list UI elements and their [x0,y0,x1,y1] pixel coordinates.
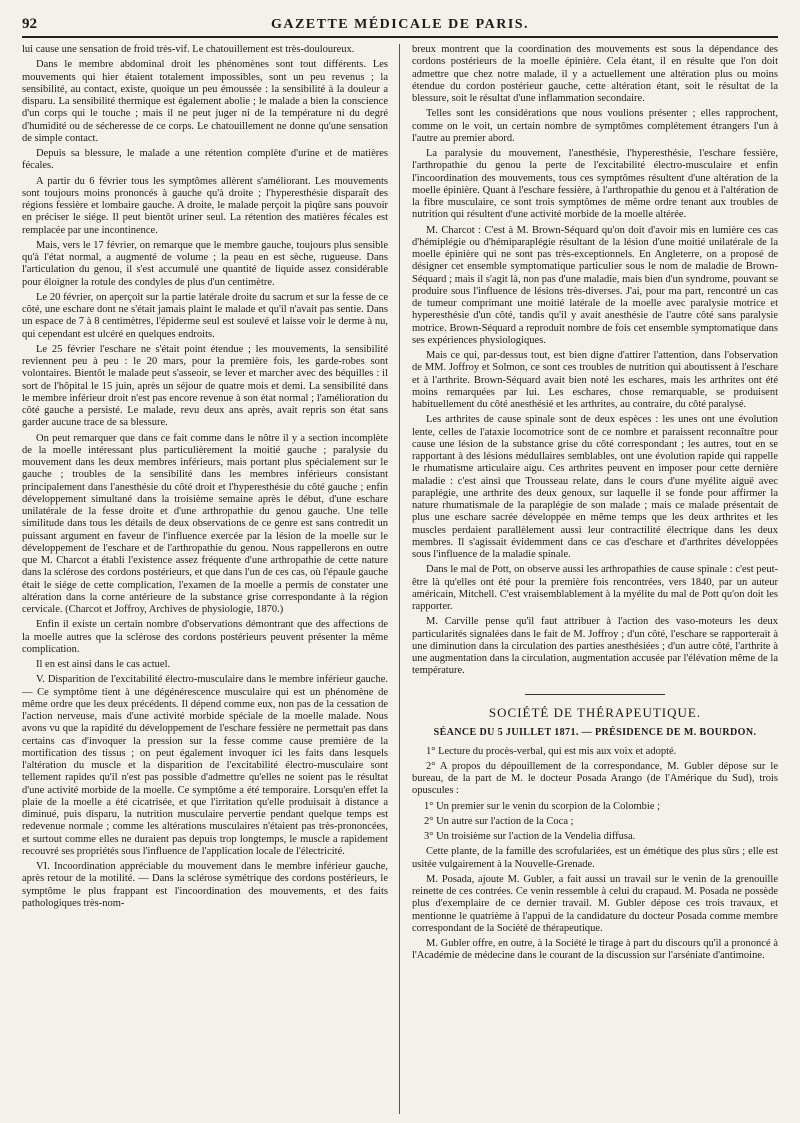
minutes-item: 1° Lecture du procès-verbal, qui est mis aux voix et adopté. [426,745,677,757]
paragraph: Telles sont les considérations que nous voulions présenter ; elles rapprochent, comme on le voit, un certain nombre de symptômes complétement étrangers l'un à l'autre au premier abord. [412,108,778,144]
paragraph: Depuis sa blessure, le malade a une rétention complète d'urine et de matières fécales. [22,148,388,172]
paragraph: Il en est ainsi dans le cas actuel. [36,659,171,670]
minutes-list-item: 2° Un autre sur l'action de la Coca ; [424,815,574,827]
minutes-item: 2° A propos du dépouillement de la correspondance, M. Gubler dépose sur le bureau, de la part de M. le docteur Posada Arango (de l'Amérique du Sud), trois opuscules : [412,760,778,797]
paragraph: On peut remarquer que dans ce fait comme dans le nôtre il y a section incomplète de la moelle intéressant plus particulièrement la moitié gauche ; paralysie du mouvement dans les deux membres inférieurs, mais portant plus spécialement sur le gauche ; troubles de la sensibilité dans les membres inférieurs consistant principalement dans l'anesthésie du côté droit et l'hyperesthésie du côté gauche ; enfin développement simultané dans la troisième semaine après le début, d'une eschare unilatérale de la fesse droite et d'une arthropathie du genou gauche. Une telle similitude dans tous les détails de deux observations de ce genre est sans contredit un puissant argument en faveur de l'influence exercée par la lésion de la moelle sur le développement de l'eschare et de l'arthropathie du genou. Nous rappellerons en outre que M. Charcot a établi l'existence assez fréquente d'une arthropathie de cette nature dans la sclérose des cordons postérieurs, et que dans l'un de ces cas, où l'épaule gauche était le siége de cette complication, l'examen de la moelle a permis de constater une altération dans la corne antérieure de la substance grise correspondante à la région cervicale. (Charcot et Joffroy, Archives de physiologie, 1870.) [22,432,388,615]
page-number: 92 [22,16,37,32]
right-column [412,44,778,1114]
paragraph: Mais, vers le 17 février, on remarque que le membre gauche, toujours plus sensible qu'à l'état normal, a augmenté de volume ; la peau en est sèche, rugueuse. Dans l'articulation du genou, il s'est accumulé une quantité de liquide assez considérable pour éloigner la rotule des condyles de plus d'un centimètre. [22,239,388,288]
minutes-list-item: 3° Un troisième sur l'action de la Vendelia diffusa. [424,831,636,842]
paragraph: breux montrent que la coordination des mouvements est sous la dépendance des cordons postérieurs de la moelle épinière. Cela étant, il en résulte que l'on doit admettre que chez notre malade, il y a actuellement une altération plus ou moins étendue du cordon postérieur gauche, cette altération étant, soit le résultat de la blessure, soit le résultat d'une inflammation secondaire. [412,44,778,104]
journal-title: GAZETTE MÉDICALE DE PARIS. [270,17,530,32]
paragraph: Dans le membre abdominal droit les phénomènes sont tout différents. Les mouvements qui hier étaient totalement impossibles, sont un peu revenus ; la sensibilité, au contact, existe, quoique un peu émoussée : la sensibilité à la douleur a disparu. La sensibilité thermique est également abolie ; le malade a bien la conscience d'un corps qui le touche ; mais il ne peut juger ni de la température ni du degré d'humidité ou de sécheresse de ce corps. Le chatouillement ne donne qu'une sensation de simple contact. [22,59,388,144]
paragraph: Enfin il existe un certain nombre d'observations démontrant que des affections de la moelle autres que la sclérose des cordons postérieurs peuvent présenter la même complication. [22,619,388,655]
paragraph: La paralysie du mouvement, l'anesthésie, l'hyperesthésie, l'eschare fessière, l'arthropathie du genou la perte de l'excitabilité électro-musculaire et enfin l'incoordination des mouvements, tous ces symptômes résultent d'une altération de la moelle épinière. Quant à l'eschare fessière, à l'arthropathie du genou et à l'altération de la fibre musculaire, ce sont trois symptômes de même ordre tenant aux troubles de nutrition qui résultent d'une activité morbide de la moelle altérée. [412,148,778,221]
page-header [22,16,778,38]
minutes-item: Cette plante, de la famille des scrofulariées, est un émétique des plus sûrs ; elle est usitée vulgairement à la Nouvelle-Grenade. [412,846,778,870]
carville-paragraph: M. Carville pense qu'il faut attribuer à l'action des vaso-moteurs les deux particularités signalées dans le fait de M. Joffroy ; d'un côté, l'eschare se rapporterait à une diminution dans la circulation des parties anesthésiées ; d'un autre côté, l'arthrite à une augmentation dans la circulation, augmentation accusée par l'élévation même de la température. [412,616,778,677]
paragraph: lui cause une sensation de froid très-vif. Le chatouillement est très-douloureux. [22,44,355,55]
paragraph: A partir du 6 février tous les symptômes allèrent s'améliorant. Les mouvements sont toujours moins prononcés à gauche qu'à droite ; l'hyperesthésie disparaît des régions fessière et lombaire gauche. A droite, le malade perçoit la piqûre sans pouvoir en préciser le siége. Il peut bientôt uriner seul. La rétention des matières fécales est remplacée par une incontinence. [22,175,388,236]
minutes-item: M. Posada, ajoute M. Gubler, a fait aussi un travail sur le venin de la grenouille reinette de ces contrées. Ce venin ressemble à celui du crapaud. M. Posada ne possède plus d'exemplaire de ce dernier travail. M. Gubler dépose ces trois travaux, et mentionne le quatrième à l'appui de la candidature du docteur Posada comme membre correspondant de la Société de thérapeutique. [412,873,778,934]
society-title: SOCIÉTÉ DE THÉRAPEUTIQUE. [488,704,702,720]
paragraph: Le 20 février, on aperçoit sur la partie latérale droite du sacrum et sur la fesse de ce côté, une eschare dont ne s'était jamais plaint le malade et qu'il n'avait pas sentie. Dans un espace de 7 à 8 centimètres, l'épiderme seul est soulevé et laisse voir le derme à nu, qui cependant est ulcéré en quelques endroits. [22,291,388,340]
paragraph: Dans le mal de Pott, on observe aussi les arthropathies de cause spinale : c'est peut-être là qu'elles ont été pour la première fois rencontrées, vers 1840, par un auteur américain, Mitchell. C'est vraisemblablement à la myélite du mal de Pott qu'on doit les rapporter. [412,564,778,612]
paragraph: Mais ce qui, par-dessus tout, est bien digne d'attirer l'attention, dans l'observation de MM. Joffroy et Solmon, ce sont ces troubles de nutrition qui aboutissent à l'eschare et à l'arthrite. Brown-Séquard avait bien noté les eschares, mais les arthrites ont été moins remarquées par lui. Les eschares, chose remarquable, se produisent habituellement du côté anesthésié et les arthrites, au contraire, du côté paralysé. [412,350,778,410]
two-column-body [22,44,778,1114]
minutes-item: M. Gubler offre, en outre, à la Société le tirage à part du discours qu'il a prononcé à l'Académie de médecine dans le courant de la discussion sur l'arséniate d'antimoine. [412,938,778,962]
section-divider [525,694,665,695]
paragraph: Les arthrites de cause spinale sont de deux espèces : les unes ont une évolution lente, celles de l'ataxie locomotrice sont de ce nombre et paraissent reconnaître pour cause une lésion de la substance grise du côté correspondant ; les autres, tout en se rapportant à des lésions médullaires semblables, ont une évolution rapide qui rappelle le rhumatisme articulaire aigu. Ces arthrites peuvent en imposer pour cette dernière maladie : c'est ainsi que Trousseau relate, dans le cours d'une myélite aiguë avec paraplégie, une arthrite des deux genoux, sur laquelle il se fonde pour affirmer la nature rhumatismale de la paraplégie de son malade ; mais ce malade présentait de plus une eschare sacrée développée en même temps que les deux arthrites et les muscles perdaient parallèlement aussi leur contractilité électrique dans les deux membres. Il s'agissait évidemment dans ce cas d'eschare et d'arthrites développées sous l'influence de la maladie spinale. [412,414,778,560]
section-vi-paragraph: VI. Incoordination appréciable du mouvement dans le membre inférieur gauche, après retour de la motilité. — Dans la sclérose symétrique des cordons postérieurs, le symptôme le plus frappant est l'incoordination des mouvements, et des faits pathologiques très-nom- [22,861,388,909]
left-column [22,44,400,1114]
section-v-paragraph: V. Disparition de l'excitabilité électro-musculaire dans le membre inférieur gauche. — Ce symptôme tient à une dégénérescence musculaire qui est un phénomène de même ordre que les deux précédents. Il dépend comme eux, non pas de la cessation de l'action nerveuse, mais d'une activité morbide spéciale de la moelle malade. Nous avons vu que la rapidité du développement de l'eschare fessière ne permettait pas dans certains cas d'invoquer la pression sur la fesse comme cause première de la mortification des tissus ; on peut également invoquer ici les faits dans lesquels l'altération du muscle et la disparition de l'excitabilité électro-musculaire sont tellement rapides qu'il n'est pas possible d'admettre qu'elles ne soient pas le résultat d'une activité morbide de la moelle. Ce symptôme a été temporaire. Lorsqu'en effet la plaie de la moelle a été cicatrisée, et que l'irritation qu'elle produisait à distance a diminué, puis disparu, la nutrition musculaire pervertie pendant quelque temps est redevenue normale ; comme les altérations musculaires n'étaient pas très-prononcées, et surtout comme elles ne duraient pas depuis trop longtemps, le muscle a rapidement recouvré ses propriétés sous l'influence de l'application locale de l'électricité. [22,674,388,857]
seance-line: SÉANCE DU 5 JUILLET 1871. — PRÉSIDENCE DE M. BOURDON. [433,726,757,738]
minutes-list-item: 1° Un premier sur le venin du scorpion de la Colombie ; [424,800,661,812]
charcot-paragraph: M. Charcot : C'est à M. Brown-Séquard qu'on doit d'avoir mis en lumière ces cas d'hémiplégie ou d'hémiparaplégie résultant de la lésion d'une moitié unilatérale de la moelle épinière qui ne sont pas très-exceptionnels. En Angleterre, on a proposé de désigner cet ensemble symptomatique particulier sous le nom de maladie de Brown-Séquard ; mais il s'agit là, non pas d'une maladie, mais bien d'un syndrome, pouvant se produire sous l'influence de lésions très-diverses. J'ai, pour ma part, rencontré un cas de tumeur comprimant une moitié latérale de la moelle avec paralysie motrice et hyperesthésie d'un côté, tandis qu'il y avait anesthésie de l'autre côté sans paralysie motrice. Brown-Séquard a reproduit nombre de fois cet ensemble symptomatique dans ses expériences physiologiques. [412,224,778,346]
paragraph: Le 25 février l'eschare ne s'était point étendue ; les mouvements, la sensibilité reviennent peu à peu : le 20 mars, pour la première fois, les garde-robes sont volontaires. Bientôt le malade peut s'asseoir, se lever et marcher avec des béquilles : il sort de l'hôpital le 15 juin, après un séjour de quatre mois et demi. La sensibilité dans le membre inférieur droit n'est pas encore revenue à son état normal ; l'amélioration du côté gauche a persisté. Le malade, revu deux ans après, avait repris son état sans garder aucune trace de sa blessure. [22,343,388,429]
